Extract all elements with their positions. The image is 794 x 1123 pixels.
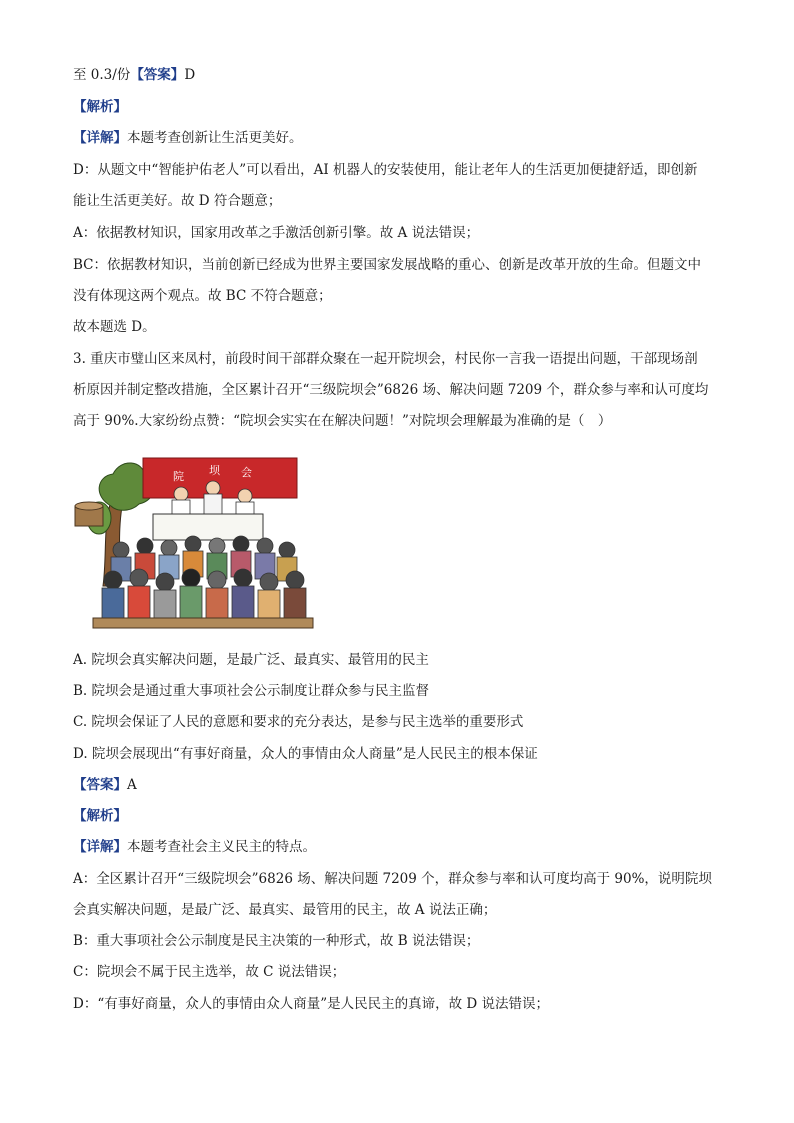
text-line: C：院坝会不属于民主选举，故 C 说法错误； bbox=[73, 964, 346, 980]
text-line: B：重大事项社会公示制度是民主决策的一种形式，故 B 说法错误； bbox=[73, 933, 480, 949]
answer-line: 【答案】A bbox=[73, 777, 137, 793]
detail-line: 【详解】本题考查创新让生活更美好。 bbox=[73, 130, 303, 146]
option-d: D. 院坝会展现出“有事好商量，众人的事情由众人商量”是人民民主的根本保证 bbox=[73, 746, 538, 762]
analysis-label: 【解析】 bbox=[73, 99, 127, 115]
option-c: C. 院坝会保证了人民的意愿和要求的充分表达，是参与民主选举的重要形式 bbox=[73, 714, 524, 730]
crowd bbox=[102, 536, 306, 618]
answer-label: 【答案】 bbox=[130, 67, 185, 83]
text-line: A：全区累计召开“三级院坝会”6826 场、解决问题 7209 个，群众参与率和认可度均高于 90%，说明院坝 bbox=[73, 871, 712, 887]
question-stem: 3. 重庆市璧山区来凤村，前段时间干部群众聚在一起开院坝会，村民你一言我一语提出问题，干部现场剖 bbox=[73, 351, 698, 367]
line-prev-answer: 至 0.3/份【答案】D bbox=[73, 67, 196, 83]
question-stem: 高于 90%.大家纷纷点赞：“院坝会实实在在解决问题！”对院坝会理解最为准确的是（ ） bbox=[73, 413, 612, 429]
option-a: A. 院坝会真实解决问题，是最广泛、最真实、最管用的民主 bbox=[73, 652, 429, 668]
text-line: BC：依据教材知识，当前创新已经成为世界主要国家发展战略的重心、创新是改革开放的生命。但题文中 bbox=[73, 257, 701, 273]
banner-char-3: 会 bbox=[241, 466, 252, 479]
text-line: D：从题文中“智能护佑老人”可以看出，AI 机器人的安装使用，能让老年人的生活更加便捷舒适，即创新 bbox=[73, 162, 698, 178]
detail-label: 【详解】 bbox=[73, 130, 127, 146]
text-line: 能让生活更美好。故 D 符合题意； bbox=[73, 193, 282, 209]
banner-char-1: 院 bbox=[173, 470, 184, 483]
question-stem: 析原因并制定整改措施，全区累计召开“三级院坝会”6826 场、解决问题 7209 个，群众参与率和认可度均 bbox=[73, 382, 709, 398]
banner bbox=[143, 458, 297, 498]
text-line: 故本题选 D。 bbox=[73, 319, 156, 335]
text-line: 会真实解决问题，是最广泛、最真实、最管用的民主，故 A 说法正确； bbox=[73, 902, 497, 918]
meeting-table bbox=[153, 514, 263, 540]
benches bbox=[93, 618, 313, 628]
answer-label: 【答案】 bbox=[73, 777, 127, 793]
option-b: B. 院坝会是通过重大事项社会公示制度让群众参与民主监督 bbox=[73, 683, 430, 699]
banner-char-2: 坝 bbox=[209, 464, 220, 477]
text-line: 没有体现这两个观点。故 BC 不符合题意； bbox=[73, 288, 332, 304]
village-meeting-illustration bbox=[73, 446, 317, 634]
detail-label: 【详解】 bbox=[73, 839, 127, 855]
text-line: A：依据教材知识，国家用改革之手激活创新引擎。故 A 说法错误； bbox=[73, 225, 480, 241]
analysis-label: 【解析】 bbox=[73, 808, 127, 824]
text-line: D：“有事好商量，众人的事情由众人商量”是人民民主的真谛，故 D 说法错误； bbox=[73, 996, 550, 1012]
detail-line: 【详解】本题考查社会主义民主的特点。 bbox=[73, 839, 316, 855]
